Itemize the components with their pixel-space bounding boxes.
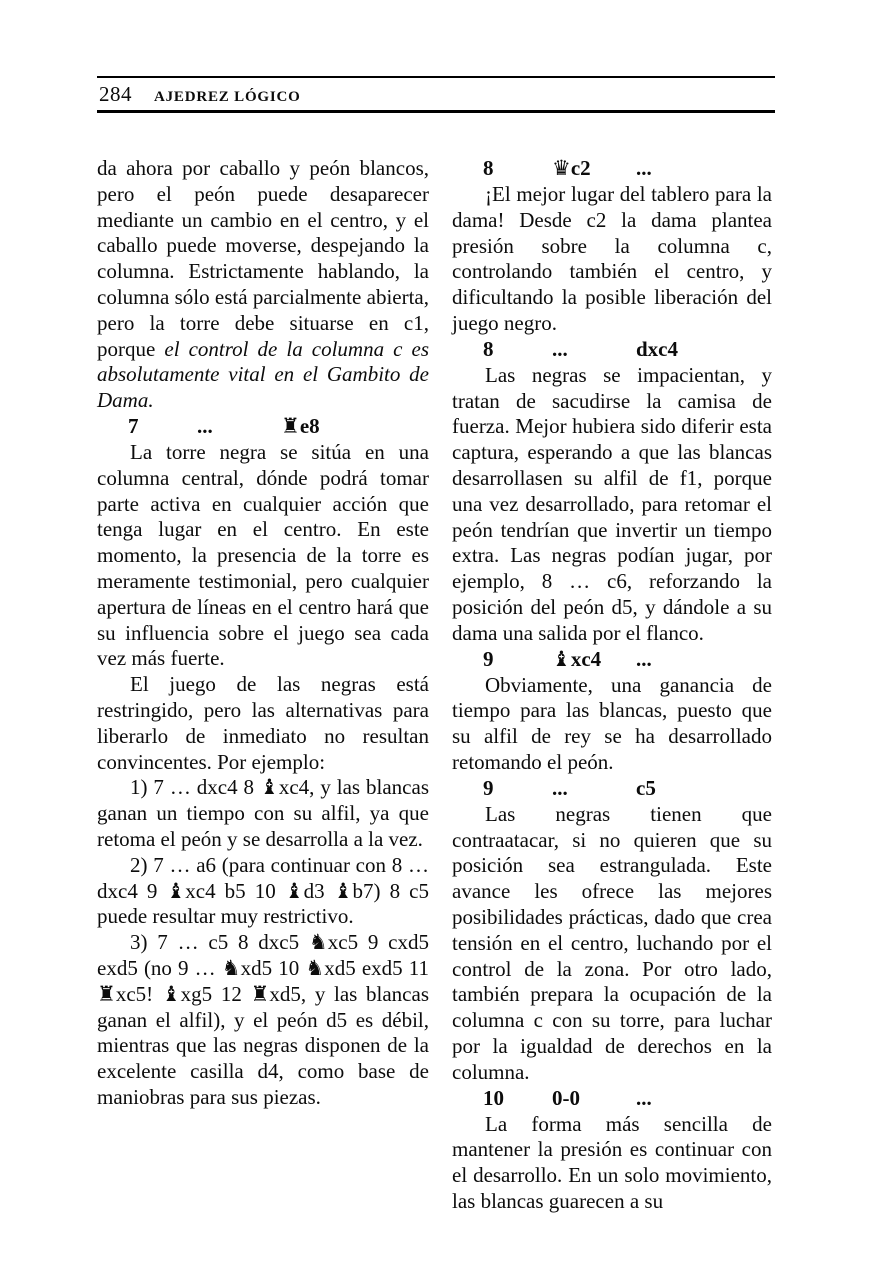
move-black: dxc4	[636, 336, 678, 361]
right-column	[452, 156, 772, 1215]
move-white: ...	[552, 336, 568, 361]
paragraph-impatient-comment: Las negras se impacientan, y tratan de sacudirse la camisa de fuerza. Mejor hubiera sido diferir esta captura, esperando a que las blancas desarrollasen su alfil de f1, porque una vez desarrollado, para retomar el peón tendrían que invertir un tiempo extra. Las negras podían jugar, por ejemplo, 8 … c6, reforzando la posición del peón d5, y dándole a su dama una salida por el flanco.	[452, 362, 772, 645]
move-black: ♜e8	[281, 413, 320, 438]
move-black: c5	[636, 775, 656, 800]
move-line-8-black	[452, 337, 772, 363]
intro-italic-emphasis: el control de la columna c es absolutamente vital en el Gambito de Dama.	[97, 336, 429, 413]
paragraph-variation-1: 1) 7 … dxc4 8 ♝xc4, y las blancas ganan un tiempo con su alfil, ya que retoma el peón y se desarrolla a la vez.	[97, 775, 429, 851]
move-white: ...	[197, 413, 213, 438]
paragraph-example-intro: El juego de las negras está restringido, pero las alternativas para liberarlo de inmediato no resultan convincentes. Por ejemplo:	[97, 672, 429, 774]
move-line-9-white	[452, 647, 772, 673]
paragraph-queen-comment: ¡El mejor lugar del tablero para la dama! Desde c2 la dama plantea presión sobre la columna c, controlando también el centro, y dificultando la posible liberación del juego negro.	[452, 182, 772, 335]
move-black: ...	[636, 156, 652, 180]
paragraph-tempo-gain-comment: Obviamente, una ganancia de tiempo para las blancas, puesto que su alfil de rey se ha desarrollado retomando el peón.	[452, 672, 772, 774]
move-line-10	[452, 1086, 772, 1112]
move-number: 9	[483, 775, 494, 800]
move-number: 7	[128, 413, 139, 438]
book-title: AJEDREZ LÓGICO	[154, 89, 301, 105]
move-white: ...	[552, 775, 568, 800]
move-number: 9	[483, 646, 494, 671]
move-line-7	[97, 414, 429, 440]
page-number: 284	[99, 82, 132, 106]
move-number: 8	[483, 156, 494, 180]
move-black: ...	[636, 1085, 652, 1110]
page-header	[97, 78, 775, 110]
paragraph-castle-comment: La forma más sencilla de mantener la presión es continuar con el desarrollo. En un solo movimiento, las blancas guarecen a su	[452, 1111, 772, 1213]
text-columns	[97, 156, 775, 1215]
move-black: ...	[636, 646, 652, 671]
move-white: ♝xc4	[552, 646, 602, 671]
move-line-8-white	[452, 156, 772, 182]
left-column	[97, 156, 429, 1215]
paragraph-intro-continuation	[97, 156, 429, 414]
move-number: 8	[483, 336, 494, 361]
paragraph-counterattack-comment: Las negras tienen que contraatacar, si no quieren que su posición sea estrangulada. Este avance les ofrece las mejores posibilidades prácticas, dado que crea tensión en el centro, luchando por el control de la zona. Por otro lado, también prepara la ocupación de la columna c con su torre, para luchar por la igualdad de derechos en la columna.	[452, 801, 772, 1084]
move-white: 0-0	[552, 1085, 580, 1110]
paragraph-rook-comment: La torre negra se sitúa en una columna central, dónde podrá tomar parte activa en cualquier acción que tenga lugar en el centro. En este momento, la presencia de la torre es meramente testimonial, pero cualquier apertura de líneas en el centro hará que su influencia sobre el juego sea cada vez más fuerte.	[97, 439, 429, 671]
intro-text: da ahora por caballo y peón blancos, pero el peón puede desaparecer mediante un cambio en el centro, y el caballo puede moverse, despejando la columna. Estrictamente hablando, la columna sólo está parcialmente abierta, pero la torre debe situarse en c1, porque	[97, 156, 429, 361]
move-white: ♛c2	[552, 156, 591, 180]
header-rule-bottom	[97, 110, 775, 113]
paragraph-variation-2: 2) 7 … a6 (para continuar con 8 … dxc4 9 ♝xc4 b5 10 ♝d3 ♝b7) 8 c5 puede resultar muy restrictivo.	[97, 852, 429, 929]
paragraph-variation-3: 3) 7 … c5 8 dxc5 ♞xc5 9 cxd5 exd5 (no 9 … ♞xd5 10 ♞xd5 exd5 11 ♜xc5! ♝xg5 12 ♜xd5, y las blancas ganan el alfil), y el peón d5 es débil, mientras que las negras disponen de la excelente casilla d4, como base de maniobras para sus piezas.	[97, 930, 429, 1109]
move-number: 10	[483, 1085, 504, 1110]
move-line-9-black	[452, 776, 772, 802]
